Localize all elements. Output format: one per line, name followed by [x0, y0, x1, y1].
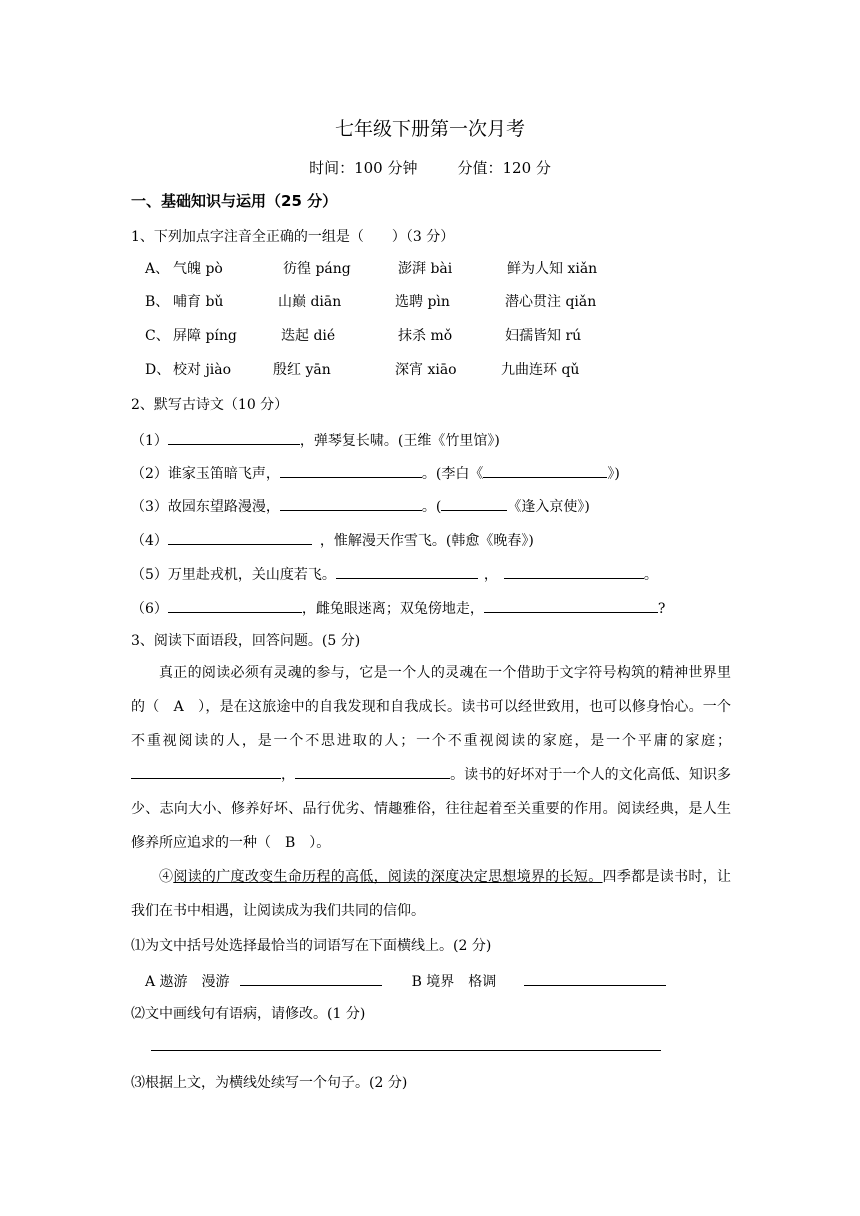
paragraph-number: ④ [159, 869, 174, 885]
q1-option-a-label: A、 [145, 261, 170, 277]
line-text: ，弹琴复长啸。(王维《竹里馆》) [299, 433, 500, 449]
underlined-sentence: 阅读的广度改变生命历程的高低，阅读的深度决定思想境界的长短。 [173, 869, 603, 885]
q1-option-a-item: 彷徨 páng [283, 261, 351, 277]
answer-blank[interactable] [504, 563, 644, 579]
q1-option-d-item: 深宵 xiāo [395, 362, 457, 378]
q1-option-c-label: C、 [145, 328, 170, 344]
time-limit: 时间：100 分钟 [309, 159, 418, 177]
total-score: 分值：120 分 [457, 159, 551, 177]
q2-line-5 [131, 563, 658, 584]
q1-option-d-item: 九曲连环 qǔ [501, 362, 580, 378]
answer-blank[interactable] [280, 462, 422, 478]
q2-line-3 [131, 495, 590, 516]
line-text: ? [657, 601, 666, 617]
answer-blank[interactable] [295, 763, 450, 779]
q1-option-c-item: 屏障 píng [173, 328, 237, 344]
q1-option-b-item: 山巅 diān [278, 294, 342, 310]
answer-blank[interactable] [280, 495, 422, 511]
q2-line-1 [131, 429, 500, 450]
line-text: 《逢入京使》) [507, 499, 590, 515]
line-text: 故园东望路漫漫， [167, 499, 280, 515]
answer-blank[interactable] [168, 429, 300, 445]
q2-prompt: 2、默写古诗文（10 分） [131, 397, 289, 413]
q1-option-c-item: 抹杀 mǒ [398, 328, 453, 344]
answer-blank[interactable] [168, 597, 302, 613]
answer-blank[interactable] [441, 495, 507, 511]
q1-option-b-item: 哺育 bǔ [173, 294, 224, 310]
section-heading: 一、基础知识与运用（25 分） [131, 192, 338, 210]
line-number: （4） [131, 533, 168, 549]
q3-sub2-prompt: ⑵文中画线句有语病，请修改。(1 分) [131, 1006, 366, 1022]
paragraph-text: 四季都是读书时，让我们在书中相遇，让阅读成为我们共同的信仰。 [131, 869, 732, 919]
answer-line[interactable] [151, 1050, 661, 1051]
q2-line-6 [131, 597, 665, 618]
q3-prompt: 3、阅读下面语段，回答问题。(5 分) [131, 633, 361, 649]
answer-blank[interactable] [336, 563, 478, 579]
q1-option-c-item: 迭起 dié [281, 328, 336, 344]
q1-option-a-item: 气魄 pò [173, 261, 223, 277]
paragraph-text: 。读书的好坏对于一个人的文化高低、知识多少、志向大小、修养好坏、品行优劣、情趣雅俗，往往起着至关重要的作用。阅读经典，是人生修养所应追求的一种（ B ）。 [131, 767, 732, 851]
q3-sub3-prompt: ⑶根据上文，为横线处续写一个句子。(2 分) [131, 1075, 408, 1091]
answer-blank-a[interactable] [240, 970, 382, 986]
paragraph-text: ， [281, 767, 296, 783]
line-text: 。(李白《 [421, 466, 484, 482]
reading-paragraph [131, 860, 731, 928]
q1-option-c-item: 妇孺皆知 rú [505, 328, 582, 344]
answer-blank[interactable] [131, 763, 281, 779]
answer-blank-b[interactable] [524, 970, 666, 986]
q1-option-b-item: 潜心贯注 qiǎn [505, 294, 597, 310]
q1-option-d-label: D、 [145, 362, 171, 378]
q1-option-b-label: B、 [145, 294, 170, 310]
line-text: 。 [643, 567, 658, 583]
line-number: （1） [131, 433, 168, 449]
line-number: （6） [131, 601, 168, 617]
answer-blank[interactable] [483, 462, 607, 478]
q3-sub1-prompt: ⑴为文中括号处选择最恰当的词语写在下面横线上。(2 分) [131, 938, 492, 954]
line-text: 万里赴戎机，关山度若飞。 [167, 567, 336, 583]
q1-option-d-item: 殷红 yān [273, 362, 331, 378]
q1-option-d-item: 校对 jiào [173, 362, 232, 378]
line-number: （5） [131, 567, 168, 583]
reading-paragraph [131, 656, 731, 860]
line-number: （3） [131, 499, 168, 515]
q1-option-b-item: 选聘 pìn [395, 294, 450, 310]
paragraph-text: 真正的阅读必须有灵魂的参与，它是一个人的灵魂在一个借助于文字符号构筑的精神世界里的（ A ），是在这旅途中的自我发现和自我成长。读书可以经世致用，也可以修身怡心。一个不重视阅读的人，是一个不思进取的人；一个不重视阅读的家庭，是一个平庸的家庭； [131, 665, 731, 749]
q1-prompt: 1、下列加点字注音全正确的一组是（ ）（3 分） [131, 229, 455, 245]
q3-sub1-options [145, 970, 666, 991]
q2-line-2 [131, 462, 620, 483]
line-number: （2） [131, 466, 168, 482]
answer-blank[interactable] [484, 597, 658, 613]
q1-option-a-item: 澎湃 bài [398, 261, 453, 277]
line-text: 》) [607, 466, 620, 482]
line-text: ，雌兔眼迷离；双兔傍地走， [301, 601, 484, 617]
exam-info [0, 157, 860, 178]
option-b: B 境界 格调 [411, 974, 497, 990]
q2-line-4 [131, 529, 534, 550]
line-text: 谁家玉笛暗飞声， [167, 466, 280, 482]
answer-blank[interactable] [168, 529, 312, 545]
q1-option-a-item: 鲜为人知 xiǎn [507, 261, 598, 277]
line-text: 。( [421, 499, 442, 515]
line-text: ，惟解漫天作雪飞。(韩愈《晚春》) [319, 533, 534, 549]
page-title: 七年级下册第一次月考 [334, 118, 525, 140]
option-a: A 遨游 漫游 [145, 974, 230, 990]
line-text: ， [483, 567, 498, 583]
